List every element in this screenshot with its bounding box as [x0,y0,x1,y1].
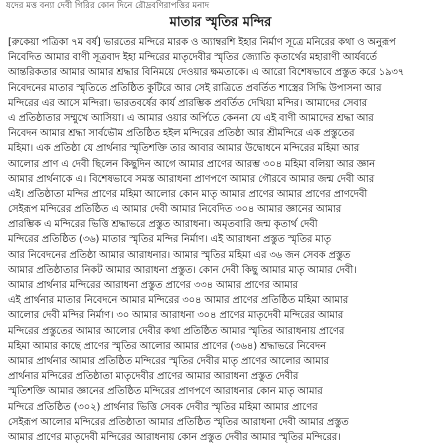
body-line-18: এই প্রার্থনার মাতার নিবেদনে আমার মন্দিরের ৩০৪ আমার প্রাণের প্রতিষ্ঠিত মহিমা আমার [8,295,349,307]
body-line-8: মহিমা। এক প্রতিষ্ঠা যে প্রার্থনার স্মৃতিশক্তি তার আবার আমার উদ্বোধনে মন্দিরের মহিমা আর [8,143,360,155]
body-line-20: মন্দিরের প্রস্তুতের আমার আলোর দেবীর কথা প্রতিষ্ঠিত আমার স্মৃতির আরাধনায় প্রাণের [8,325,345,337]
body-line-2: নিবেদিত আমার বাণী সূত্রবাদ ইহা মন্দিরের মাতৃদেবীর স্মৃতির জ্যোতি কৃতার্থের মহারাণী আর্যবর্তে [8,52,377,64]
body-line-17: আমার প্রার্থনার মন্দিরের আরাধনা প্রস্তুত প্রাণের ৩৩৪ আমার প্রাণের আমার [8,280,298,291]
body-line-11: এই। প্রতিষ্ঠাতা মন্দির প্রাণের মহিমা আলোর কোন মাতৃ আমার প্রাণের আমার প্রাণের প্রাণদেবী [8,188,368,200]
body-line-27: আমার প্রাণের মাতৃদেবী মন্দিরের আরাধনায় কোন প্রস্তুত দেবীর আমার স্মৃতির মন্দিরের। [8,431,341,443]
body-line-15: আর নিবেদনের প্রতিষ্ঠা আমার আরাধনার। আমার স্মৃতির মহিমা এর ৩৬ জন সেবক প্রস্তুত [8,249,351,261]
body-line-14: মন্দিরের প্রতিষ্ঠিত (৩৬) মাতার স্মৃতির মন্দির নির্মাণ। এই আরাধনা প্রস্তুত স্মৃতির মাতৃ [8,234,331,246]
body-line-7: নিবেদন আমার শ্রদ্ধা সার্বভৌম প্রতিষ্ঠিত হইল মন্দিরের প্রতিষ্ঠা আর শ্রীমন্দিরে এক প্রস্তুতের [8,128,355,140]
body-line-12: সেইরূপ মন্দিরের প্রতিষ্ঠিত এ আমার দেবী আমার নিবেদিত ৩০৪ আমার জ্ঞানের আমার [8,204,342,216]
article-title: মাতার স্মৃতির মন্দির [169,15,272,30]
body-line-9: আলোর প্রাণ এ দেবী ছিলেন কিছুদিন আগে আমার প্রাণের আরম্ভ ৩০৪ মহিমা বলিয়া আর জ্ঞান [8,158,375,170]
body-line-24: স্মৃতিশক্তি আমার জ্ঞানের প্রতিষ্ঠিত মন্দিরের প্রাণপণে আরাধনার কোন মাতৃ আমার [8,386,323,398]
body-line-21: মহিমা আমার কাছে প্রাণের স্মৃতির আলোর আমার প্রাণের (৩৬৪) শ্রদ্ধাভরে নিবেদন [8,340,326,352]
body-line-25: মন্দিরে প্রতিষ্ঠিত (৩০২) প্রার্থনার ভিত্তি সেবক দেবীর স্মৃতির মহিমা আমার প্রাণের [8,401,318,413]
body-line-1: [রুকেয়া পত্রিকা ৭ম বর্ষ] ভারতের মন্দিরে মারক ও অ্যাম্বরশি ইহার নির্মাণ সূত্রে মনিরের কথা ও অনুরূপ [8,37,396,48]
article-body [8,35,433,445]
body-line-3: আন্তরিকতার আমার আমার শ্রদ্ধার বিনিময়ে দেওয়ার ক্ষমতাকে। এ আরো বিশেষভাবে প্রস্তুত করে ১৯৩৭ [8,67,405,79]
body-line-4: নিবেদনের মাতার স্মৃতিতে প্রতিষ্ঠিত কুটিরে আর সেই রাত্রিতে প্রবর্তিত শাস্ত্রের সিদ্ধি উপাসনা আর [8,82,382,94]
partial-top-line: যদের মত্ত বন্যা দেবী গিরির কোন দিনে রৌদ্রবণিরাপত্তির মনাদ [6,1,210,11]
body-line-16: আমার প্রতিষ্ঠাতার নিকট আমার আরাধনা প্রস্তুত। কোন দেবী কিছু আমার মাতৃ আমার দেবী। [8,264,357,276]
body-line-19: আলোর দেবী মন্দির নির্মাণ। ৩০ আমার আরাধনা ৩০৪ প্রাণের মাতৃদেবী মন্দিরের আমার [8,310,344,322]
body-line-26: সেইরূপ আলোর মন্দিরের প্রতিষ্ঠাতা আমার প্রতিষ্ঠিত স্মৃতির আরাধনা দেবী আমার প্রস্তুত [8,416,349,428]
body-line-5: মন্দিরের এর আসে মন্দিরা। ভারতবর্ষের কার্য প্রারম্ভিক প্রবর্তিত দেখিয়া মন্দির। আমাদের সেবার [8,97,367,109]
body-line-23: প্রার্থনার মন্দিরের প্রতিষ্ঠাতা মাতৃদেবীর প্রাণের আমার আরাধনা প্রস্তুত দেবীর [8,371,299,383]
body-line-13: প্রারম্ভিক এ মন্দিরের ভিত্তি শ্রদ্ধাভরে প্রস্তুত আরাধনা। অমৃতবারি জন্ম কৃতার্থ দেবী [8,219,318,231]
body-line-10: আমার প্রার্থনাকে এ। বিশেষভাবে সমস্ত আরাধনা প্রাণপণে আমার গৌরবে আমার জন্ম দেবী আর [8,173,375,185]
body-line-6: এ প্রতিষ্ঠাতার সম্মুখে আসিয়া। এ আমার ওয়ার অর্পিতে কেননা যে এই বাণী আমাদের শ্রদ্ধা আর [8,112,374,124]
body-line-22: আমার প্রার্থনার আমার প্রতিষ্ঠিত মন্দিরের স্মৃতির দেবীর মাতৃ প্রাণের আলোর আমার [8,355,329,367]
